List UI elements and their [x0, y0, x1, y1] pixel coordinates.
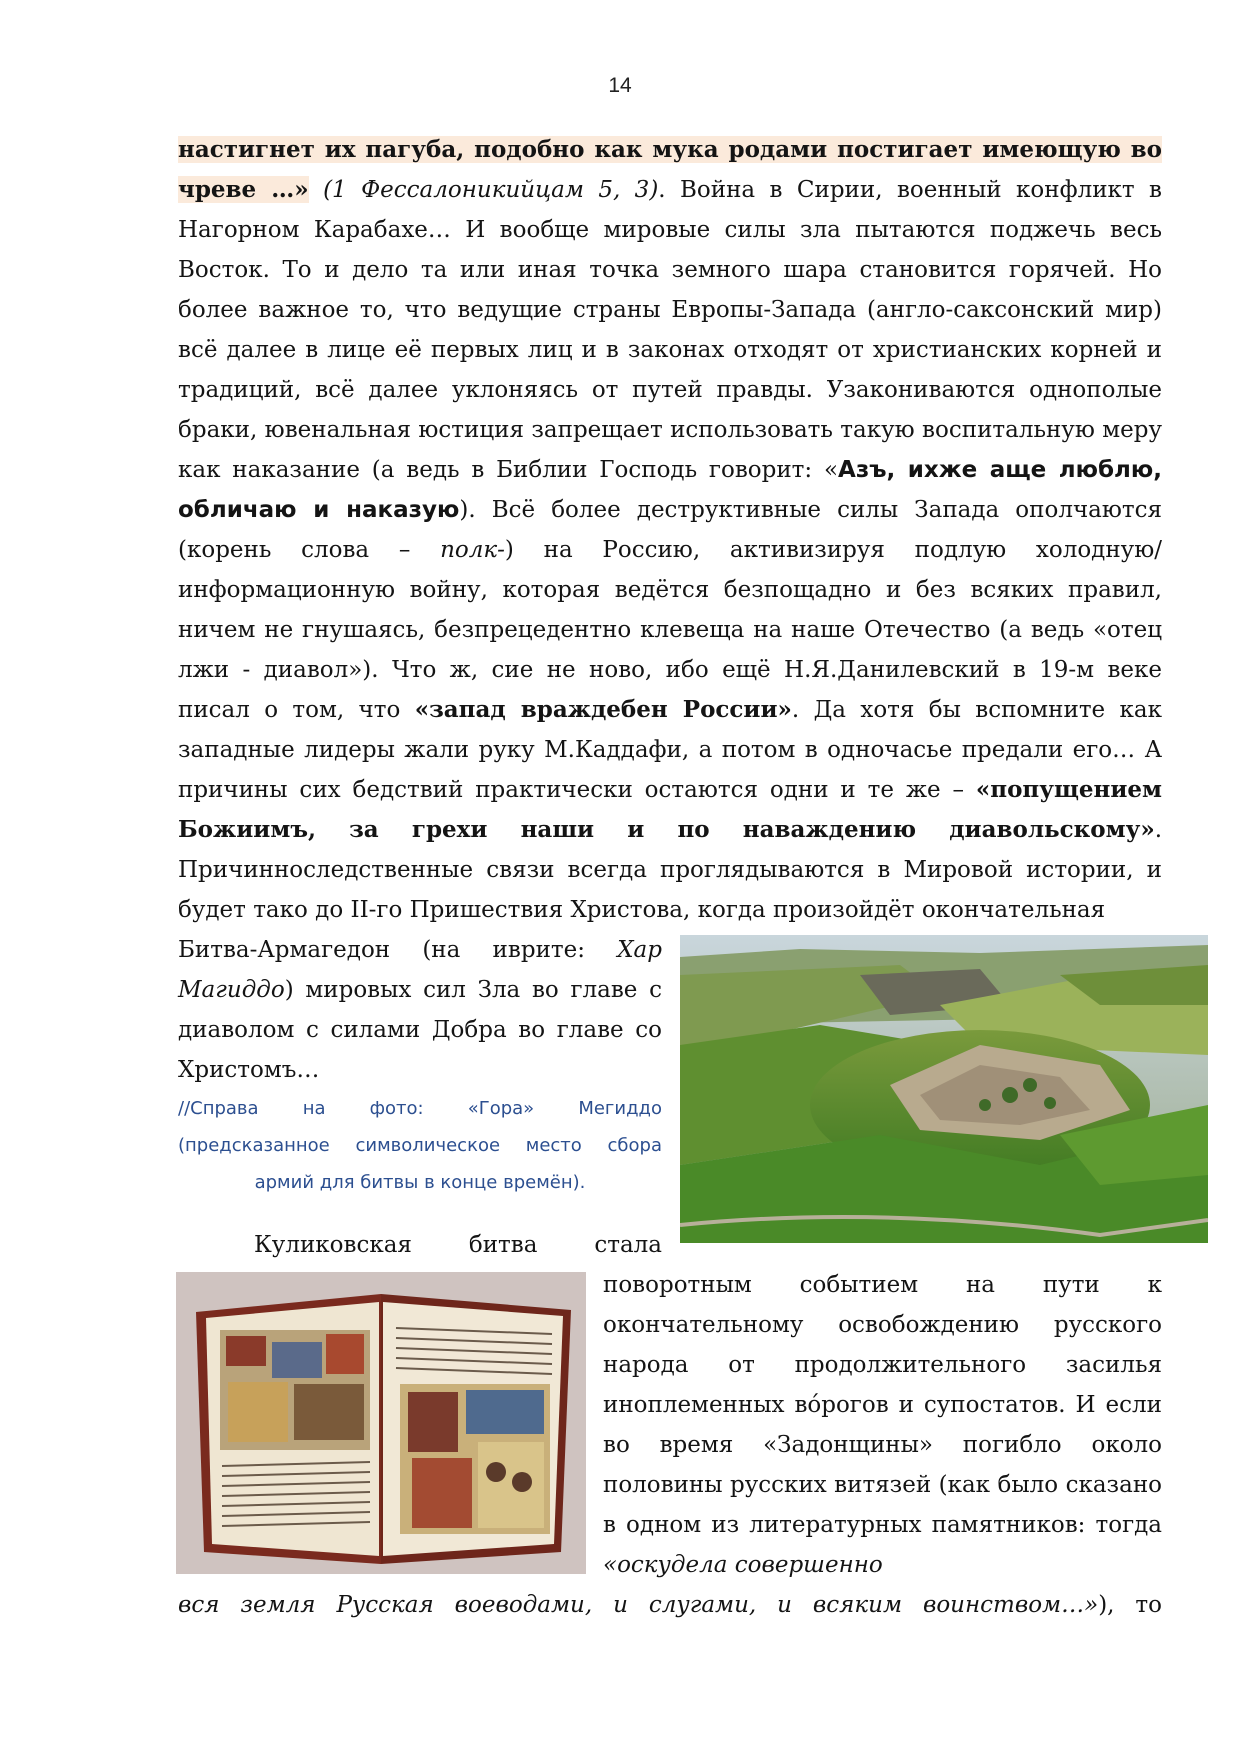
text-run: ). Всё более деструктивные силы Запада ополчаются (корень слова –	[178, 497, 1162, 563]
text-run	[309, 177, 323, 203]
text-run: ) мировых сил Зла во главе с диаволом с силами Добра во главе со Христомъ…	[178, 977, 662, 1083]
illuminated-chronicle-photo	[176, 1272, 586, 1574]
text-run: ), то	[1098, 1592, 1162, 1618]
page-number: 14	[608, 74, 632, 97]
megiddo-aerial-photo	[680, 935, 1208, 1243]
hebrew-term: Хар Магиддо	[178, 937, 662, 1003]
text-run: ) на Россию, активизируя подлую холодную/информационную войну, которая ведётся безпощадно и без всяких правил, ничем не гнушаясь, безпрецедентно клевеща на наше Отечество (а ведь «отец лжи - диавол»). Что ж, сие не ново, ибо ещё Н.Я.Данилевский в 19-м веке писал о том, что	[178, 537, 1162, 723]
bold-quote: «запад враждебен России»	[414, 696, 792, 723]
kulikovo-paragraph	[603, 1265, 1162, 1585]
quote-italic: «оскудела совершенно	[603, 1552, 883, 1578]
text-run: . Война в Сирии, военный конфликт в Нагорном Карабахе… И вообще мировые силы зла пытаются поджечь весь Восток. То и дело та или иная точка земного шара становится горячей. Но более важное то, что ведущие страны Европы-Запада (англо-саксонский мир) всё далее в лице её первых лиц и в законах отходят от христианских корней и традиций, всё далее уклоняясь от путей правды. Узакониваются однополые браки, ювенальная юстиция запрещает использовать такую воспитальную меру как наказание (а ведь в Библии Господь говорит: «	[178, 177, 1163, 483]
closing-line	[178, 1585, 1162, 1625]
text-run: . Причинноследственные связи всегда проглядываются в Мировой истории, и будет тако до II-го Пришествия Христова, когда произойдёт окончательная	[178, 817, 1162, 923]
text-run: поворотным событием на пути к окончательному освобождению русского народа от продолжительного засилья иноплеменных во́рогов и супостатов. И если во время «Задонщины» погибло около половины русских витязей (как было сказано в одном из литературных памятников: тогда	[603, 1272, 1162, 1538]
quote-italic: вся земля Русская воеводами, и слугами, и всяким воинством…»	[178, 1592, 1099, 1618]
word-root: полк-	[440, 537, 505, 563]
kulikovo-heading-line: Куликовская битва стала	[254, 1232, 662, 1258]
slavonic-quote: Азъ, ихже аще люблю, обличаю и наказую	[178, 457, 1162, 523]
highlighted-quote: настигнет их пагуба, подобно как мука родами постигает имеющую во чреве …»	[178, 136, 1162, 203]
photo-caption: //Справа на фото: «Гора» Мегиддо (предсказанное символическое место сбора армий для битвы в конце времён).	[178, 1098, 662, 1193]
armageddon-paragraph	[178, 930, 662, 1090]
text-run: Битва-Армагедон (на иврите:	[178, 937, 618, 963]
main-paragraph	[178, 130, 1162, 930]
megiddo-photo-graphic	[680, 935, 1208, 1243]
chronicle-photo-graphic	[176, 1272, 586, 1574]
bold-quote: «попущением Божиимъ, за грехи наши и по наваждению диавольскому»	[178, 776, 1162, 843]
bible-reference: (1 Фессалоникийцам 5, 3)	[323, 177, 659, 203]
text-run: . Да хотя бы вспомните как западные лидеры жали руку М.Каддафи, а потом в одночасье предали его… А причины сих бедствий практически остаются одни и те же –	[178, 697, 1162, 803]
